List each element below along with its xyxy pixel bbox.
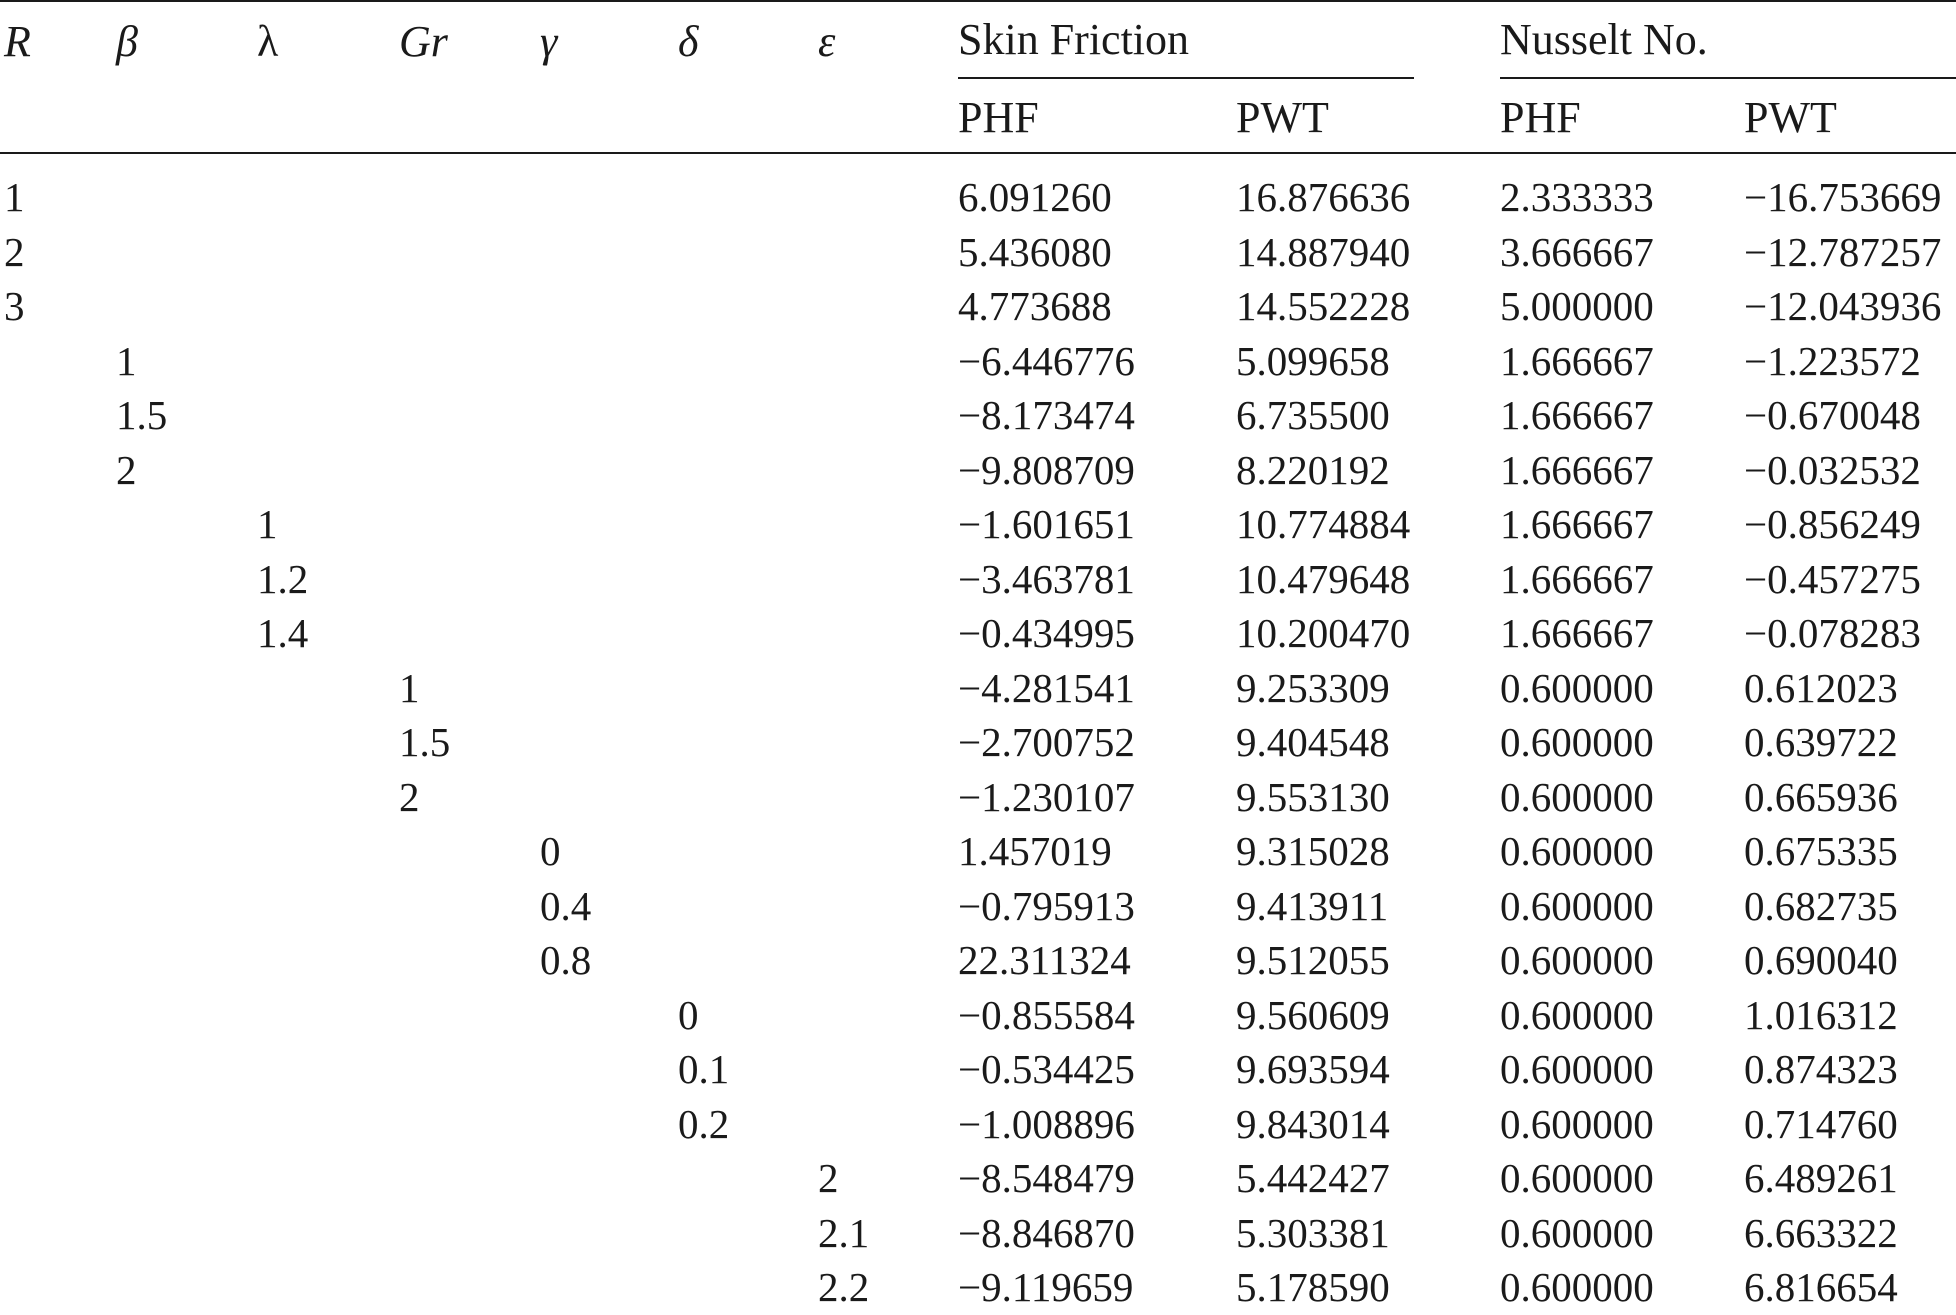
table-row	[0, 770, 1956, 825]
table-body	[0, 170, 1956, 1315]
cell-sf-phf: 4.773688	[958, 283, 1112, 329]
header-delta: δ	[678, 17, 699, 66]
cell-sf-phf: −1.008896	[958, 1100, 1135, 1147]
cell-nu-phf: 0.600000	[1500, 882, 1654, 929]
cell-nu-pwt: 1.016312	[1744, 991, 1898, 1038]
cell-nu-phf: 1.666667	[1500, 555, 1654, 602]
cell-nu-pwt: −1.223572	[1744, 337, 1921, 384]
nusselt-group-rule	[1500, 77, 1956, 79]
cell-lambda: 1.4	[257, 610, 309, 656]
cell-nu-pwt: 0.690040	[1744, 937, 1898, 983]
cell-sf-phf: −0.434995	[958, 610, 1135, 656]
cell-R: 2	[4, 228, 25, 275]
cell-beta: 2	[116, 446, 137, 493]
cell-sf-pwt: 10.774884	[1236, 501, 1411, 547]
cell-sf-phf: −8.548479	[958, 1155, 1135, 1201]
cell-delta: 0.1	[678, 1046, 730, 1092]
table-row	[0, 606, 1956, 661]
cell-sf-phf: 1.457019	[958, 828, 1112, 874]
cell-nu-pwt: 0.675335	[1744, 828, 1898, 874]
cell-gamma: 0.4	[540, 882, 592, 929]
skin-friction-group-rule	[958, 77, 1414, 79]
cell-beta: 1.5	[116, 392, 168, 438]
cell-sf-phf: −0.795913	[958, 882, 1135, 929]
cell-delta: 0	[678, 991, 699, 1038]
cell-nu-pwt: 0.665936	[1744, 773, 1898, 820]
cell-R: 1	[4, 174, 25, 220]
cell-nu-pwt: 6.489261	[1744, 1155, 1898, 1201]
cell-nu-phf: 1.666667	[1500, 337, 1654, 384]
table-row	[0, 1097, 1956, 1152]
table-row	[0, 388, 1956, 443]
cell-sf-pwt: 9.413911	[1236, 882, 1389, 929]
cell-sf-phf: −1.230107	[958, 773, 1135, 820]
cell-sf-pwt: 9.843014	[1236, 1100, 1390, 1147]
cell-nu-phf: 0.600000	[1500, 828, 1654, 874]
cell-nu-pwt: −16.753669	[1744, 174, 1942, 220]
header-nusselt: Nusselt No.	[1500, 15, 1708, 64]
cell-nu-phf: 1.666667	[1500, 610, 1654, 656]
cell-gamma: 0.8	[540, 937, 592, 983]
table-row	[0, 715, 1956, 770]
cell-sf-pwt: 9.253309	[1236, 664, 1390, 711]
table-row	[0, 933, 1956, 988]
cell-sf-pwt: 5.178590	[1236, 1264, 1390, 1310]
cell-sf-pwt: 9.512055	[1236, 937, 1390, 983]
table-row	[0, 1206, 1956, 1261]
header-beta: β	[116, 17, 138, 66]
cell-nu-phf: 0.600000	[1500, 1155, 1654, 1201]
cell-sf-pwt: 9.693594	[1236, 1046, 1390, 1092]
cell-nu-pwt: −12.043936	[1744, 283, 1942, 329]
cell-Gr: 2	[399, 773, 420, 820]
cell-sf-phf: −9.119659	[958, 1264, 1134, 1310]
cell-nu-phf: 0.600000	[1500, 991, 1654, 1038]
table-row	[0, 443, 1956, 498]
header-R: R	[4, 17, 31, 66]
cell-nu-pwt: −0.856249	[1744, 501, 1921, 547]
table-row	[0, 170, 1956, 225]
cell-nu-phf: 1.666667	[1500, 501, 1654, 547]
cell-lambda: 1	[257, 501, 278, 547]
cell-nu-pwt: −0.032532	[1744, 446, 1921, 493]
cell-nu-phf: 0.600000	[1500, 1209, 1654, 1256]
cell-Gr: 1.5	[399, 719, 451, 765]
cell-sf-pwt: 9.553130	[1236, 773, 1390, 820]
table-row	[0, 988, 1956, 1043]
table-row	[0, 661, 1956, 716]
cell-R: 3	[4, 283, 25, 329]
header-lambda: λ	[257, 17, 279, 66]
cell-sf-pwt: 9.315028	[1236, 828, 1390, 874]
cell-sf-pwt: 16.876636	[1236, 174, 1411, 220]
cell-nu-pwt: 0.612023	[1744, 664, 1898, 711]
cell-sf-pwt: 10.200470	[1236, 610, 1411, 656]
cell-delta: 0.2	[678, 1100, 730, 1147]
cell-gamma: 0	[540, 828, 561, 874]
cell-nu-phf: 0.600000	[1500, 773, 1654, 820]
header-Gr: Gr	[399, 17, 448, 66]
header-epsilon: ε	[818, 17, 836, 66]
cell-epsilon: 2.2	[818, 1264, 870, 1310]
table-row	[0, 334, 1956, 389]
cell-nu-phf: 5.000000	[1500, 283, 1654, 329]
header-sf-pwt: PWT	[1236, 93, 1329, 142]
cell-nu-pwt: 6.663322	[1744, 1209, 1898, 1256]
cell-epsilon: 2.1	[818, 1209, 870, 1256]
table-row	[0, 225, 1956, 280]
cell-sf-pwt: 8.220192	[1236, 446, 1390, 493]
cell-sf-phf: 22.311324	[958, 937, 1131, 983]
cell-nu-phf: 3.666667	[1500, 228, 1654, 275]
header-nu-phf: PHF	[1500, 93, 1581, 142]
cell-sf-phf: −3.463781	[958, 555, 1135, 602]
cell-sf-phf: −6.446776	[958, 337, 1135, 384]
cell-nu-phf: 0.600000	[1500, 1264, 1654, 1310]
header-skin-friction: Skin Friction	[958, 15, 1190, 64]
cell-nu-pwt: −0.670048	[1744, 392, 1921, 438]
header-bottom-rule	[0, 152, 1956, 154]
cell-sf-pwt: 5.442427	[1236, 1155, 1390, 1201]
table-row	[0, 552, 1956, 607]
table-row	[0, 497, 1956, 552]
cell-nu-pwt: −0.078283	[1744, 610, 1921, 656]
table-top-rule	[0, 0, 1956, 2]
header-nu-pwt: PWT	[1744, 93, 1837, 142]
cell-sf-pwt: 14.887940	[1236, 228, 1411, 275]
table-row	[0, 824, 1956, 879]
cell-nu-phf: 0.600000	[1500, 937, 1654, 983]
cell-nu-phf: 1.666667	[1500, 392, 1654, 438]
cell-sf-phf: 5.436080	[958, 228, 1112, 275]
table-row	[0, 879, 1956, 934]
cell-lambda: 1.2	[257, 555, 309, 602]
cell-sf-phf: −4.281541	[958, 664, 1135, 711]
cell-nu-phf: 0.600000	[1500, 1100, 1654, 1147]
cell-nu-pwt: −12.787257	[1744, 228, 1942, 275]
cell-sf-phf: −1.601651	[958, 501, 1135, 547]
header-gamma: γ	[540, 17, 558, 66]
cell-sf-pwt: 6.735500	[1236, 392, 1390, 438]
cell-sf-phf: −8.846870	[958, 1209, 1135, 1256]
table-row	[0, 1151, 1956, 1206]
cell-nu-pwt: 0.714760	[1744, 1100, 1898, 1147]
cell-sf-phf: 6.091260	[958, 174, 1112, 220]
table-row	[0, 1260, 1956, 1315]
cell-sf-pwt: 14.552228	[1236, 283, 1411, 329]
cell-nu-pwt: 0.682735	[1744, 882, 1898, 929]
cell-nu-phf: 1.666667	[1500, 446, 1654, 493]
cell-nu-pwt: 0.874323	[1744, 1046, 1898, 1092]
header-sf-phf: PHF	[958, 93, 1039, 142]
cell-nu-phf: 0.600000	[1500, 1046, 1654, 1092]
cell-sf-pwt: 9.560609	[1236, 991, 1390, 1038]
table-row	[0, 1042, 1956, 1097]
cell-sf-phf: −0.855584	[958, 991, 1135, 1038]
cell-nu-phf: 2.333333	[1500, 174, 1654, 220]
cell-sf-pwt: 10.479648	[1236, 555, 1411, 602]
table-row	[0, 279, 1956, 334]
cell-nu-phf: 0.600000	[1500, 664, 1654, 711]
cell-beta: 1	[116, 337, 137, 384]
cell-nu-phf: 0.600000	[1500, 719, 1654, 765]
cell-sf-phf: −8.173474	[958, 392, 1135, 438]
cell-sf-phf: −9.808709	[958, 446, 1135, 493]
cell-sf-phf: −0.534425	[958, 1046, 1135, 1092]
cell-sf-pwt: 9.404548	[1236, 719, 1390, 765]
cell-nu-pwt: −0.457275	[1744, 555, 1921, 602]
cell-Gr: 1	[399, 664, 420, 711]
cell-nu-pwt: 0.639722	[1744, 719, 1898, 765]
cell-sf-phf: −2.700752	[958, 719, 1135, 765]
cell-sf-pwt: 5.099658	[1236, 337, 1390, 384]
cell-epsilon: 2	[818, 1155, 839, 1201]
cell-sf-pwt: 5.303381	[1236, 1209, 1390, 1256]
cell-nu-pwt: 6.816654	[1744, 1264, 1898, 1310]
